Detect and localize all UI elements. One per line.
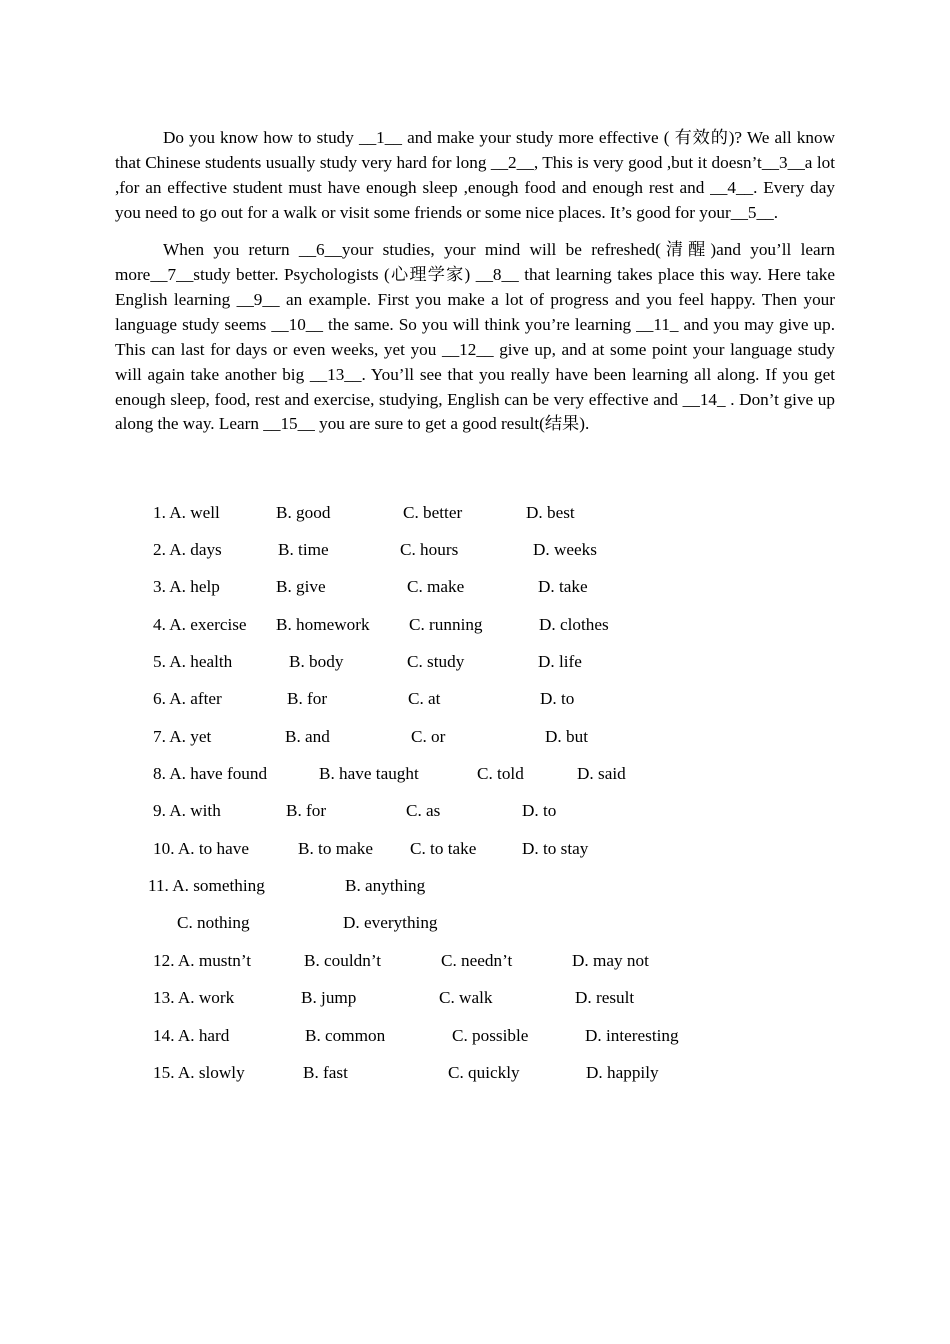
question-2-option-a: 2. A. days xyxy=(153,540,222,559)
question-5-option-d: D. life xyxy=(538,652,582,671)
question-8-option-c: C. told xyxy=(477,764,524,783)
question-3-option-c: C. make xyxy=(407,577,465,596)
question-8-option-b: B. have taught xyxy=(319,764,419,783)
question-10-option-a: 10. A. to have xyxy=(153,839,249,858)
question-15-option-b: B. fast xyxy=(303,1063,348,1082)
question-14-option-d: D. interesting xyxy=(585,1026,679,1045)
cloze-passage xyxy=(115,126,835,450)
question-4-option-b: B. homework xyxy=(276,615,370,634)
question-8-option-a: 8. A. have found xyxy=(153,764,268,783)
question-11-option-a: 11. A. something xyxy=(148,876,265,895)
question-15-option-d: D. happily xyxy=(586,1063,659,1082)
question-11-option-c: C. nothing xyxy=(177,913,250,932)
question-12-option-b: B. couldn’t xyxy=(304,951,382,970)
question-9-option-d: D. to xyxy=(522,801,557,820)
question-1-option-d: D. best xyxy=(526,503,575,522)
question-7-option-d: D. but xyxy=(545,727,588,746)
question-14-option-b: B. common xyxy=(305,1026,386,1045)
question-6-option-d: D. to xyxy=(540,689,575,708)
question-3-option-d: D. take xyxy=(538,577,588,596)
question-5-option-c: C. study xyxy=(407,652,465,671)
question-9-option-b: B. for xyxy=(286,801,327,820)
question-10-option-d: D. to stay xyxy=(522,839,589,858)
question-13-option-b: B. jump xyxy=(301,988,357,1007)
question-15-option-a: 15. A. slowly xyxy=(153,1063,245,1082)
question-13-option-c: C. walk xyxy=(439,988,493,1007)
question-12-option-d: D. may not xyxy=(572,951,649,970)
passage-paragraph-1: Do you know how to study __1__ and make your study more effective ( 有效的)? We all know that Chinese students usually study very hard for long __2__, This is very good ,but it doesn’t__3__a lot ,for an effective student must have enough sleep ,enough food and enough rest and __4__. Every day you need to go out for a walk or visit some friends or some nice places. It’s good for your__5__. xyxy=(115,128,835,222)
question-2-option-d: D. weeks xyxy=(533,540,597,559)
question-15-option-c: C. quickly xyxy=(448,1063,520,1082)
question-4-option-d: D. clothes xyxy=(539,615,609,634)
question-13-option-d: D. result xyxy=(575,988,635,1007)
question-13-option-a: 13. A. work xyxy=(153,988,235,1007)
question-12-option-c: C. needn’t xyxy=(441,951,513,970)
question-7-option-a: 7. A. yet xyxy=(153,727,212,746)
question-5-option-a: 5. A. health xyxy=(153,652,233,671)
question-10-option-c: C. to take xyxy=(410,839,477,858)
question-11-option-b: B. anything xyxy=(345,876,426,895)
question-11-option-d: D. everything xyxy=(343,913,438,932)
question-9-option-a: 9. A. with xyxy=(153,801,221,820)
question-9-option-c: C. as xyxy=(406,801,441,820)
question-7-option-b: B. and xyxy=(285,727,330,746)
question-8-option-d: D. said xyxy=(577,764,626,783)
question-10-option-b: B. to make xyxy=(298,839,373,858)
question-6-option-a: 6. A. after xyxy=(153,689,222,708)
question-1-option-c: C. better xyxy=(403,503,463,522)
question-4-option-c: C. running xyxy=(409,615,483,634)
question-5-option-b: B. body xyxy=(289,652,344,671)
question-3-option-b: B. give xyxy=(276,577,326,596)
question-6-option-b: B. for xyxy=(287,689,328,708)
question-1-option-b: B. good xyxy=(276,503,331,522)
question-14-option-c: C. possible xyxy=(452,1026,529,1045)
passage-paragraph-2: When you return __6__your studies, your mind will be refreshed(清醒)and you’ll learn more__7__study better. Psychologists (心理学家) __8__ that learning takes place this way. Here take English learning __9__ an example. First you make a lot of progress and you feel happy. Then your language study seems __10__ the same. So you will think you’re learning __11_ and you may give up. This can last for days or even weeks, yet you __12__ give up, and at some point your language study will again take another big __13__. You’ll see that you really have been learning all along. If you get enough sleep, food, rest and exercise, studying, English can be very effective and __14_ . Don’t give up along the way. Learn __15__ you are sure to get a good result(结果). xyxy=(115,240,835,434)
question-12-option-a: 12. A. mustn’t xyxy=(153,951,252,970)
question-1-option-a: 1. A. well xyxy=(153,503,220,522)
question-14-option-a: 14. A. hard xyxy=(153,1026,230,1045)
question-3-option-a: 3. A. help xyxy=(153,577,220,596)
question-2-option-b: B. time xyxy=(278,540,329,559)
question-2-option-c: C. hours xyxy=(400,540,459,559)
question-7-option-c: C. or xyxy=(411,727,446,746)
question-6-option-c: C. at xyxy=(408,689,441,708)
question-4-option-a: 4. A. exercise xyxy=(153,615,247,634)
